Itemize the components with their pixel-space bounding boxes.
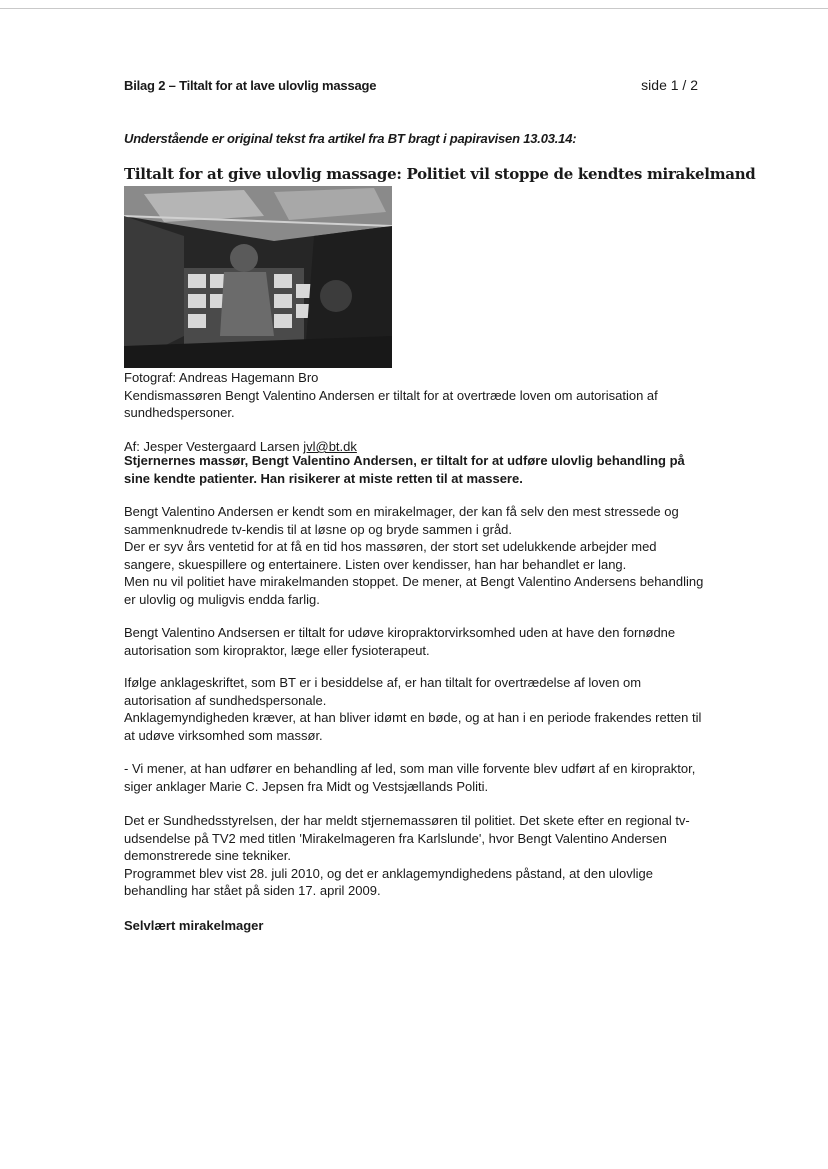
intro-note: Understående er original tekst fra artikel fra BT bragt i papiravisen 13.03.14: xyxy=(124,131,577,146)
photo-image xyxy=(124,186,392,368)
article-subheading: Selvlært mirakelmager xyxy=(124,918,264,933)
paragraph: Men nu vil politiet have mirakelmanden stoppet. De mener, at Bengt Valentino Andersens behandling er ulovlig og muligvis endda farlig. xyxy=(124,574,704,607)
byline-email-link[interactable]: jvl@bt.dk xyxy=(303,439,357,454)
paragraph: Ifølge anklageskriftet, som BT er i besiddelse af, er han tiltalt for overtrædelse af loven om autorisation af sundhedspersonale. xyxy=(124,675,642,708)
article-lead: Stjernernes massør, Bengt Valentino Andersen, er tiltalt for at udføre ulovlig behandling på sine kendte patienter. Han risikerer at miste retten til at massere. xyxy=(124,453,685,486)
paragraph: Anklagemyndigheden kræver, at han bliver idømt en bøde, og at han i en periode frakendes retten til at udøve virksomhed som massør. xyxy=(124,710,702,743)
document-header-title: Bilag 2 – Tiltalt for at lave ulovlig massage xyxy=(124,78,377,93)
paragraph: Bengt Valentino Andersen er kendt som en mirakelmager, der kan få selv den mest stressede og sammenknudrede tv-kendis til at løsne op og bryde sammen i gråd. xyxy=(124,504,679,537)
paragraph: Bengt Valentino Andsersen er tiltalt for udøve kiropraktorvirksomhed uden at have den fornødne autorisation som kiropraktor, læge eller fysioterapeut. xyxy=(124,625,676,658)
article-headline: Tiltalt for at give ulovlig massage: Politiet vil stoppe de kendtes mirakelmand xyxy=(124,165,756,183)
paragraph-group-1 xyxy=(124,503,704,608)
paragraph: Der er syv års ventetid for at få en tid hos massøren, der stort set udelukkende arbejder med sangere, skuespillere og entertainere. Listen over kendisser, han har behandlet er lang. xyxy=(124,539,657,572)
photo-credit: Fotograf: Andreas Hagemann Bro xyxy=(124,370,319,385)
photo-caption-block xyxy=(124,369,704,422)
article-photo xyxy=(124,186,392,368)
quote-paragraph: - Vi mener, at han udfører en behandling af led, som man ville forvente blev udført af en kiropraktor, siger anklager Marie C. Jepsen fra Midt og Vestsjællands Politi. xyxy=(124,761,696,794)
paragraph: Programmet blev vist 28. juli 2010, og det er anklagemyndighedens påstand, at den ulovlige behandling har stået på siden 17. april 2009. xyxy=(124,865,653,898)
scan-edge-line xyxy=(0,8,828,9)
paragraph: Det er Sundhedsstyrelsen, der har meldt stjernemassøren til politiet. Det skete efter en regional tv-udsendelse på TV2 med titlen 'Mirakelmageren fra Karlslunde', hvor Bengt Valentino Andersen demonstrerede sine tekniker. xyxy=(124,813,690,863)
byline-author: Af: Jesper Vestergaard Larsen xyxy=(124,439,304,454)
page-number: side 1 / 2 xyxy=(641,77,698,93)
photo-caption: Kendismassøren Bengt Valentino Andersen er tiltalt for at overtræde loven om autorisation af sundhedspersoner. xyxy=(124,387,658,420)
paragraph-group-3 xyxy=(124,674,704,744)
paragraph-group-5 xyxy=(124,812,704,900)
